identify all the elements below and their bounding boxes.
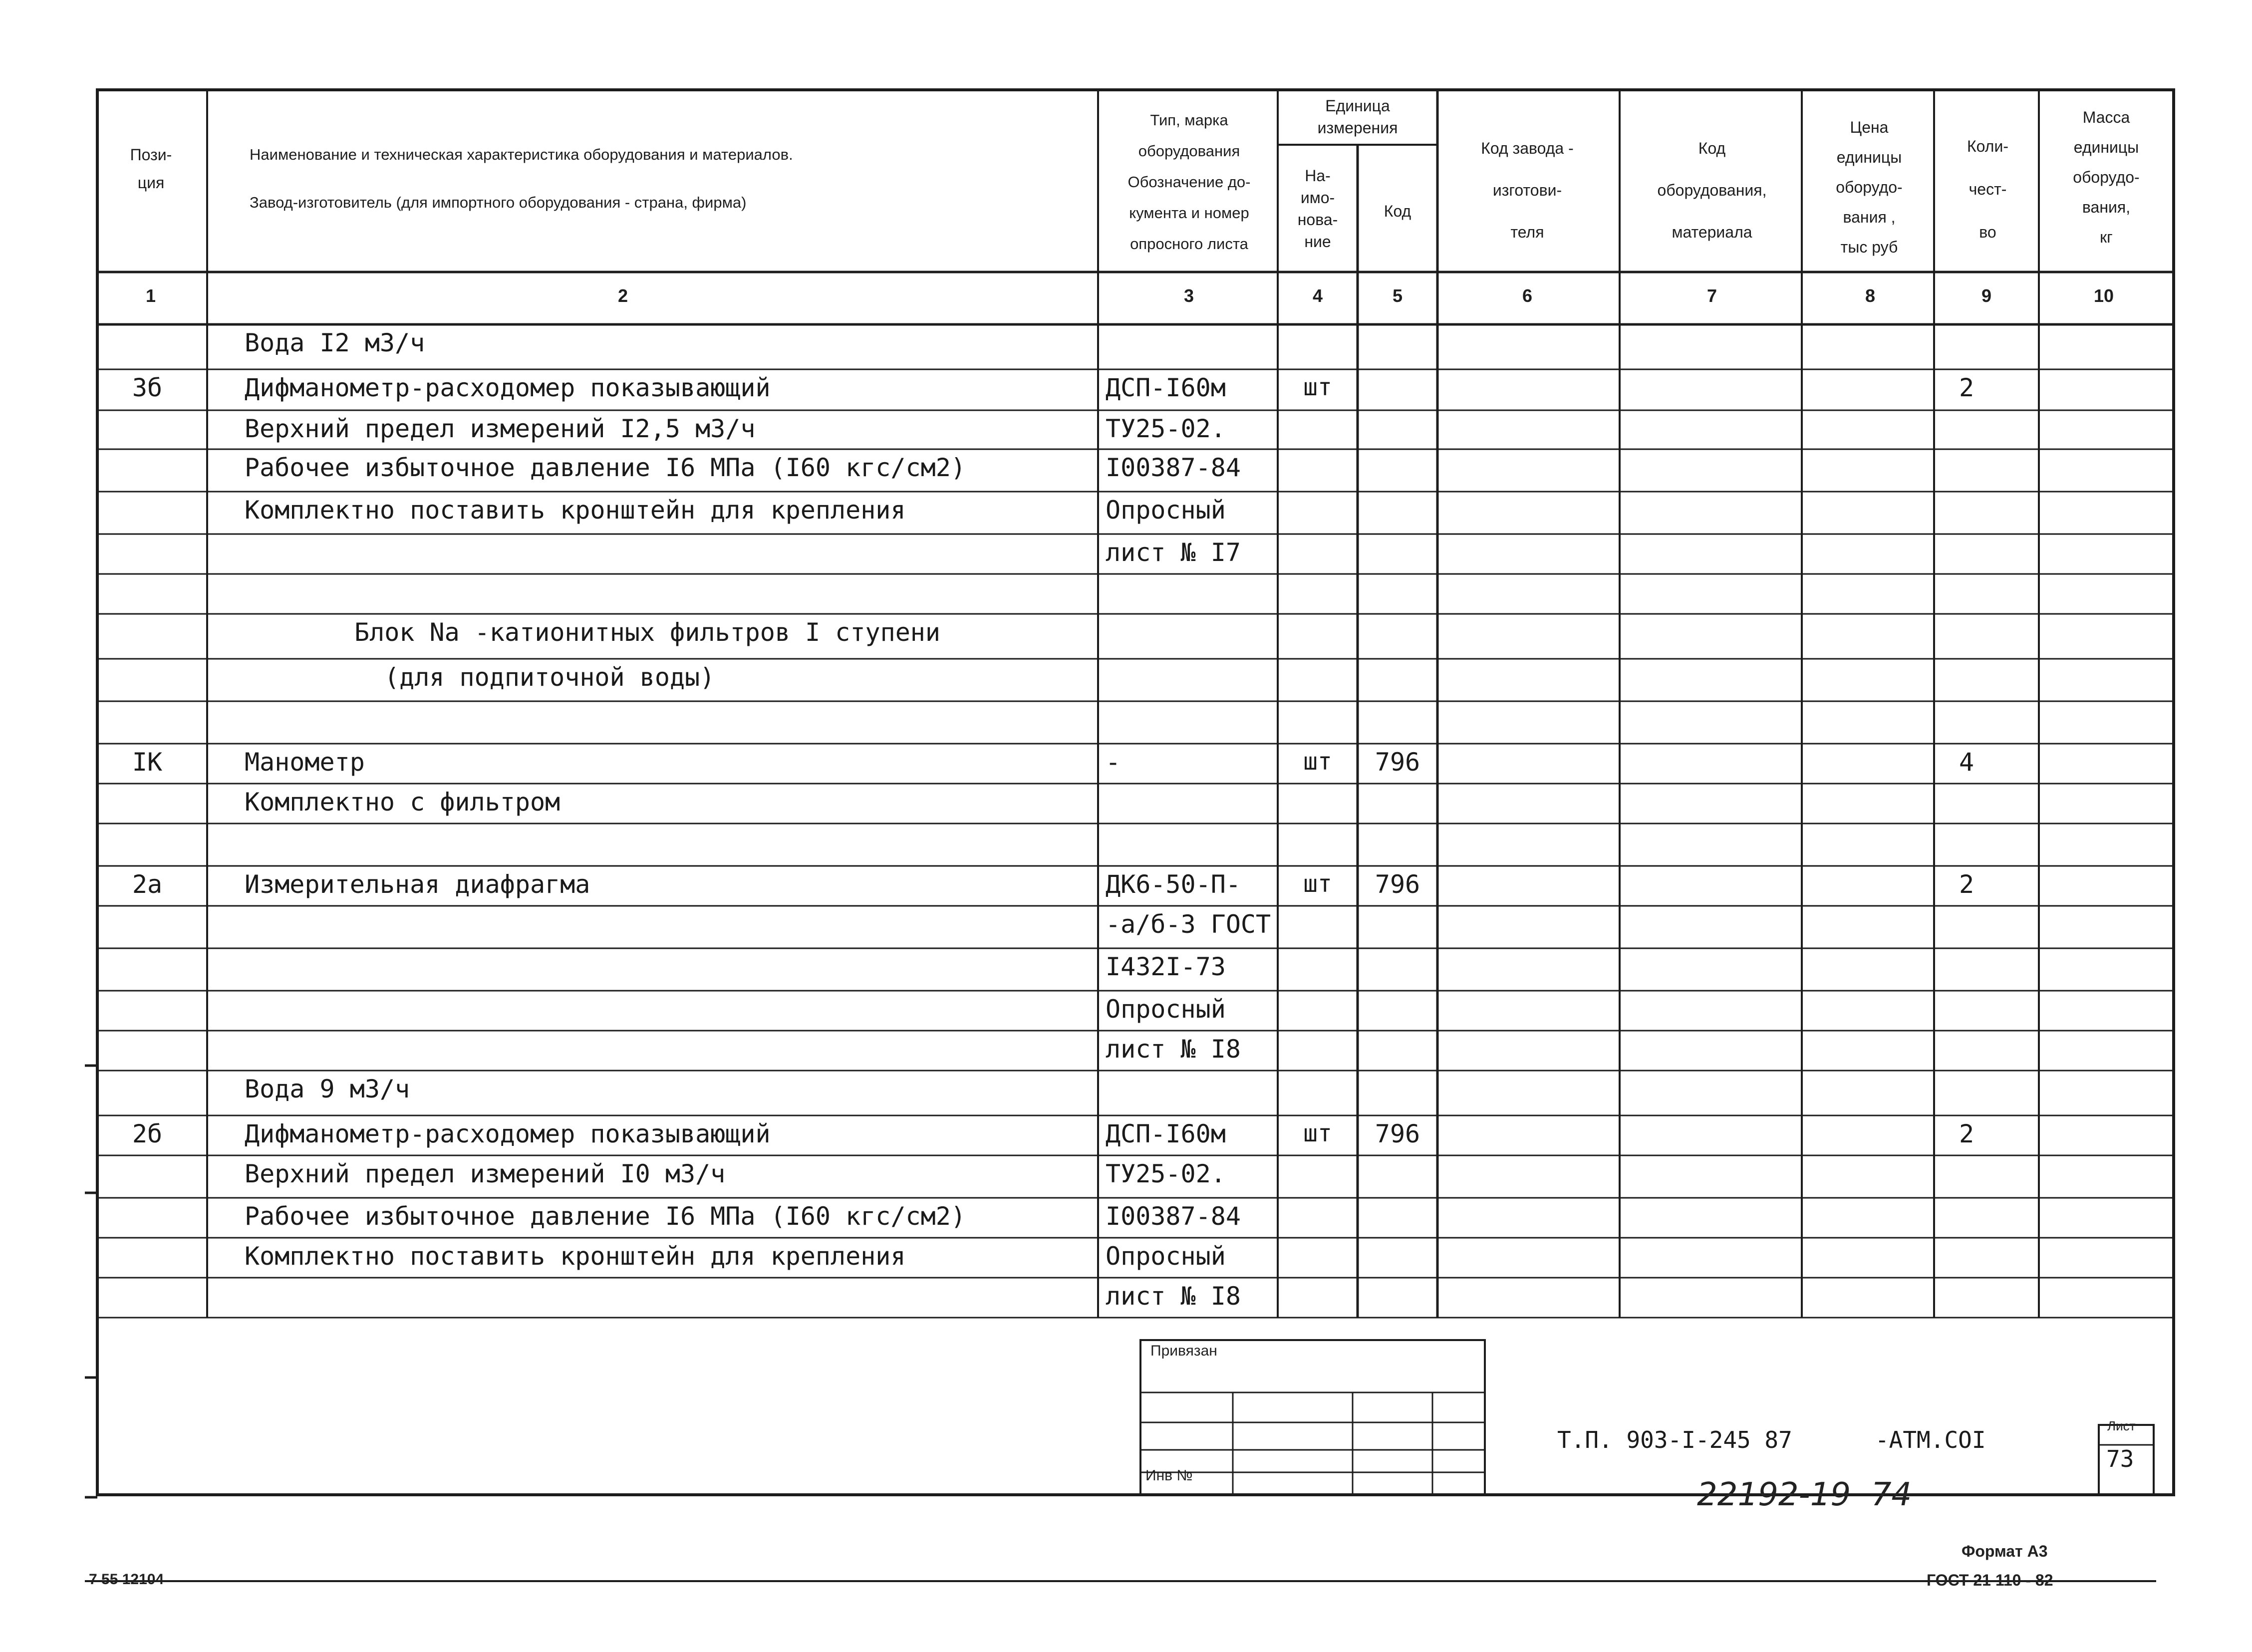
- cell-code: 796: [1375, 748, 1420, 777]
- cell-type: I432I-73: [1106, 952, 1226, 981]
- cell-pos: 2б: [132, 1119, 163, 1148]
- cell-code: 796: [1375, 870, 1420, 899]
- cell-name: Рабочее избыточное давление I6 МПа (I60 кгс/см2): [245, 453, 966, 482]
- cell-type: Опросный: [1106, 496, 1226, 525]
- stamp-designation: Т.П. 903-I-245 87 -АТМ.COI: [1557, 1426, 1986, 1453]
- cell-unit: шт: [1303, 373, 1332, 401]
- header-position: Пози- ция: [130, 146, 172, 192]
- cell-type: лист № I8: [1106, 1282, 1241, 1311]
- cell-name: (для подпиточной воды): [384, 663, 715, 692]
- cell-name: Дифманометр-расходомер показывающий: [245, 373, 771, 402]
- gost-label: ГОСТ 21 110 - 82: [1927, 1571, 2053, 1589]
- cell-type: I00387-84: [1106, 1202, 1241, 1231]
- stamp-inv-no: Инв №: [1145, 1467, 1193, 1484]
- cell-name: Измерительная диафрагма: [245, 870, 590, 899]
- cell-type: -а/б-3 ГОСТ: [1106, 910, 1271, 939]
- header-price: Цена единицы оборудо- вания , тыс руб: [1836, 118, 1903, 256]
- cell-qty: 4: [1959, 748, 1974, 777]
- cell-type: ДСП-I60м: [1106, 1119, 1226, 1148]
- cell-name: Вода I2 м3/ч: [245, 328, 425, 357]
- cell-unit: шт: [1303, 748, 1332, 776]
- header-mass: Масса единицы оборудо- вания, кг: [2073, 108, 2140, 246]
- cell-name: Манометр: [245, 748, 365, 777]
- format-label: Формат А3: [1962, 1542, 2048, 1560]
- column-number: 10: [2093, 285, 2114, 306]
- cell-unit: шт: [1303, 1119, 1332, 1147]
- handwritten-number: 22192-19 74: [1697, 1476, 1912, 1513]
- cell-qty: 2: [1959, 1119, 1974, 1148]
- cell-name: Вода 9 м3/ч: [245, 1075, 410, 1103]
- header-name: Наименование и техническая характеристика оборудования и материалов. Завод-изготовитель (для импортного оборудования - страна, фирма): [250, 146, 793, 211]
- cell-unit: шт: [1303, 870, 1332, 898]
- column-number: 8: [1865, 285, 1876, 306]
- cell-type: ДК6-50-П-: [1106, 870, 1241, 899]
- cell-type: лист № I8: [1106, 1035, 1241, 1064]
- header-equipment-code: Код оборудования, материала: [1657, 139, 1767, 241]
- header-plant-code: Код завода - изготови- теля: [1481, 139, 1574, 241]
- header-quantity: Коли- чест- во: [1967, 137, 2008, 241]
- cell-qty: 2: [1959, 870, 1974, 899]
- cell-name: Комплектно поставить кронштейн для крепления: [245, 1242, 906, 1271]
- column-number: 6: [1522, 285, 1533, 306]
- cell-type: ТУ25-02.: [1106, 1159, 1226, 1188]
- header-type: Тип, марка оборудования Обозначение до- кумента и номер опросного листа: [1127, 111, 1251, 253]
- cell-type: ДСП-I60м: [1106, 373, 1226, 402]
- cell-name: Комплектно с фильтром: [245, 788, 561, 817]
- cell-type: Опросный: [1106, 1242, 1226, 1271]
- cell-qty: 2: [1959, 373, 1974, 402]
- cell-type: ТУ25-02.: [1106, 414, 1226, 443]
- column-number: 9: [1981, 285, 1992, 306]
- stamp-sheet-label: Лист: [2107, 1418, 2136, 1433]
- header-unit: Единица измерения: [1317, 97, 1398, 137]
- cell-type: -: [1106, 748, 1121, 777]
- stamp-sheet-number: 73: [2106, 1445, 2134, 1472]
- cell-pos: IК: [132, 748, 163, 777]
- cell-name: Рабочее избыточное давление I6 МПа (I60 кгс/см2): [245, 1202, 966, 1231]
- column-number: 1: [145, 285, 156, 306]
- cell-name: Верхний предел измерений I2,5 м3/ч: [245, 414, 756, 443]
- column-number: 3: [1183, 285, 1194, 306]
- cell-name: Блок Na -катионитных фильтров I ступени: [354, 618, 940, 647]
- column-number: 7: [1706, 285, 1717, 306]
- column-number: 4: [1312, 285, 1323, 306]
- cell-name: Дифманометр-расходомер показывающий: [245, 1119, 771, 1148]
- cell-pos: 2а: [132, 870, 163, 899]
- cell-type: лист № I7: [1106, 538, 1241, 567]
- header-unit-name: На- имо- нова- ние: [1297, 167, 1338, 251]
- header-unit-code: Код: [1384, 202, 1411, 220]
- cell-name: Комплектно поставить кронштейн для крепления: [245, 496, 906, 525]
- cell-type: I00387-84: [1106, 453, 1241, 482]
- cell-name: Верхний предел измерений I0 м3/ч: [245, 1159, 726, 1188]
- cell-pos: 3б: [132, 373, 163, 402]
- stamp-privyazan: Привязан: [1150, 1343, 1217, 1359]
- column-number: 2: [617, 285, 628, 306]
- print-code: 7 55 12104: [89, 1571, 164, 1588]
- cell-type: Опросный: [1106, 995, 1226, 1024]
- column-number: 5: [1392, 285, 1403, 306]
- cell-code: 796: [1375, 1119, 1420, 1148]
